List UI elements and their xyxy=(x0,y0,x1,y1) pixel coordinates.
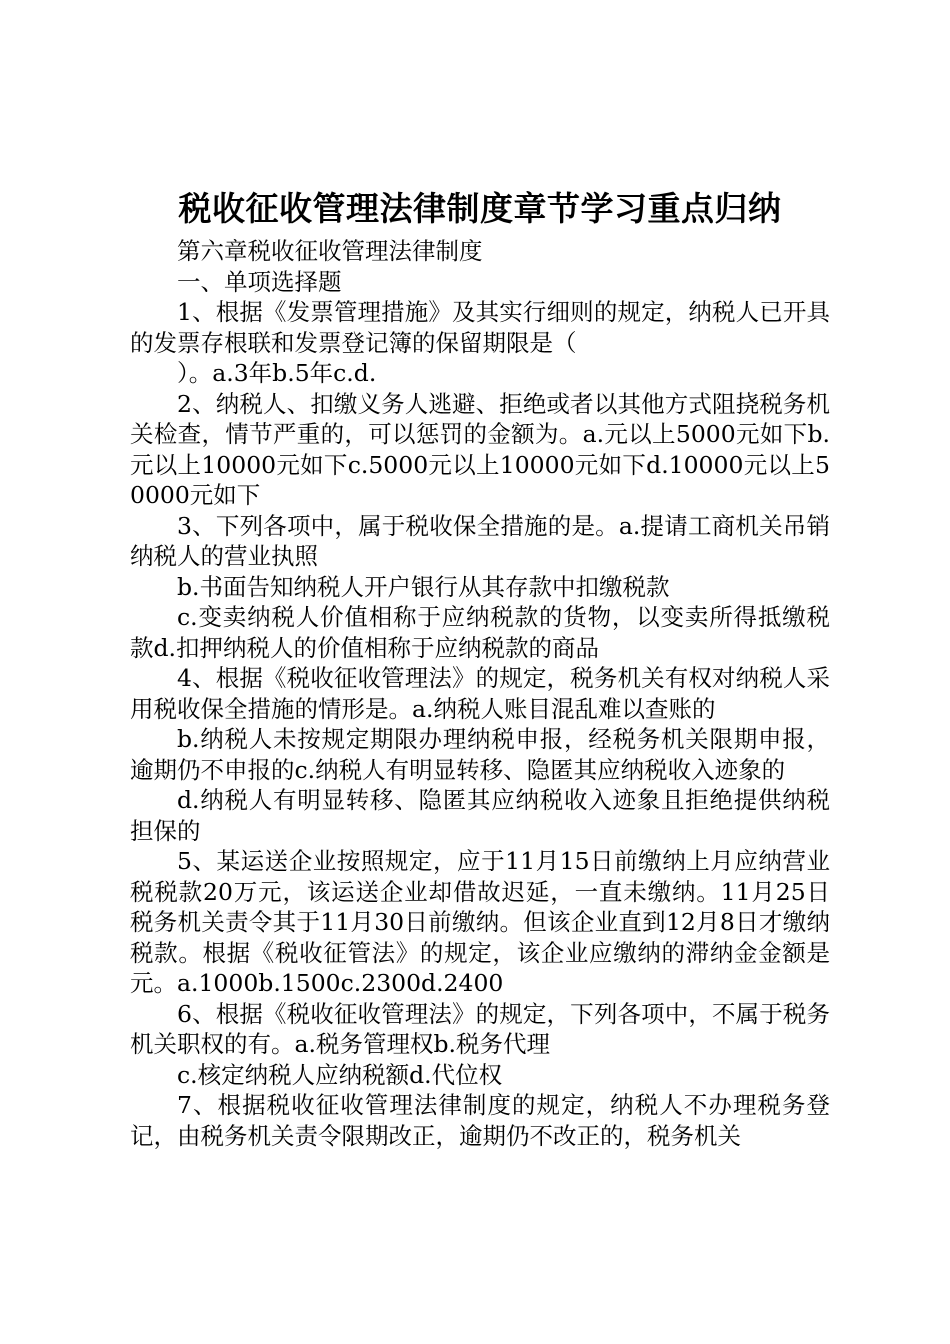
paragraph: ）。a.3年b.5年c.d. xyxy=(177,359,377,387)
paragraph: 3、下列各项中，属于税收保全措施的是。a.提请工商机关吊销纳税人的营业执照 xyxy=(130,511,830,570)
document-page xyxy=(130,186,830,1151)
paragraph: d.纳税人有明显转移、隐匿其应纳税收入迹象且拒绝提供纳税担保的 xyxy=(130,786,830,845)
paragraph: 1、根据《发票管理措施》及其实行细则的规定，纳税人已开具的发票存根联和发票登记簿的保留期限是（ xyxy=(130,298,830,357)
paragraph: b.书面告知纳税人开户银行从其存款中扣缴税款 xyxy=(177,572,670,601)
paragraph: 4、根据《税收征收管理法》的规定，税务机关有权对纳税人采用税收保全措施的情形是。a.纳税人账目混乱难以查账的 xyxy=(130,664,830,723)
paragraph: 7、根据税收征收管理法律制度的规定，纳税人不办理税务登记，由税务机关责令限期改正，逾期仍不改正的，税务机关 xyxy=(130,1091,830,1150)
paragraph: 5、某运送企业按照规定，应于11月15日前缴纳上月应纳营业税税款20万元，该运送企业却借故迟延，一直未缴纳。11月25日税务机关责令其于11月30日前缴纳。但该企业直到12月8日才缴纳税款。根据《税收征管法》的规定，该企业应缴纳的滞纳金金额是元。a.1000b.1500c.2300d.2400 xyxy=(130,847,830,997)
document-body xyxy=(130,236,830,1151)
section-heading: 一、单项选择题 xyxy=(177,267,342,296)
paragraph: 2、纳税人、扣缴义务人逃避、拒绝或者以其他方式阻挠税务机关检查，情节严重的，可以惩罚的金额为。a.元以上5000元如下b.元以上10000元如下c.5000元以上10000元如下d.10000元以上50000元如下 xyxy=(130,389,830,509)
paragraph: c.核定纳税人应纳税额d.代位权 xyxy=(177,1060,503,1089)
chapter-heading: 第六章税收征收管理法律制度 xyxy=(177,237,483,265)
paragraph: 6、根据《税收征收管理法》的规定，下列各项中，不属于税务机关职权的有。a.税务管理权b.税务代理 xyxy=(130,999,830,1058)
document-title: 税收征收管理法律制度章节学习重点归纳 xyxy=(178,189,782,228)
paragraph: c.变卖纳税人价值相称于应纳税款的货物，以变卖所得抵缴税款d.扣押纳税人的价值相称于应纳税款的商品 xyxy=(130,603,830,662)
paragraph: b.纳税人未按规定期限办理纳税申报，经税务机关限期申报，逾期仍不申报的c.纳税人有明显转移、隐匿其应纳税收入迹象的 xyxy=(130,725,830,784)
